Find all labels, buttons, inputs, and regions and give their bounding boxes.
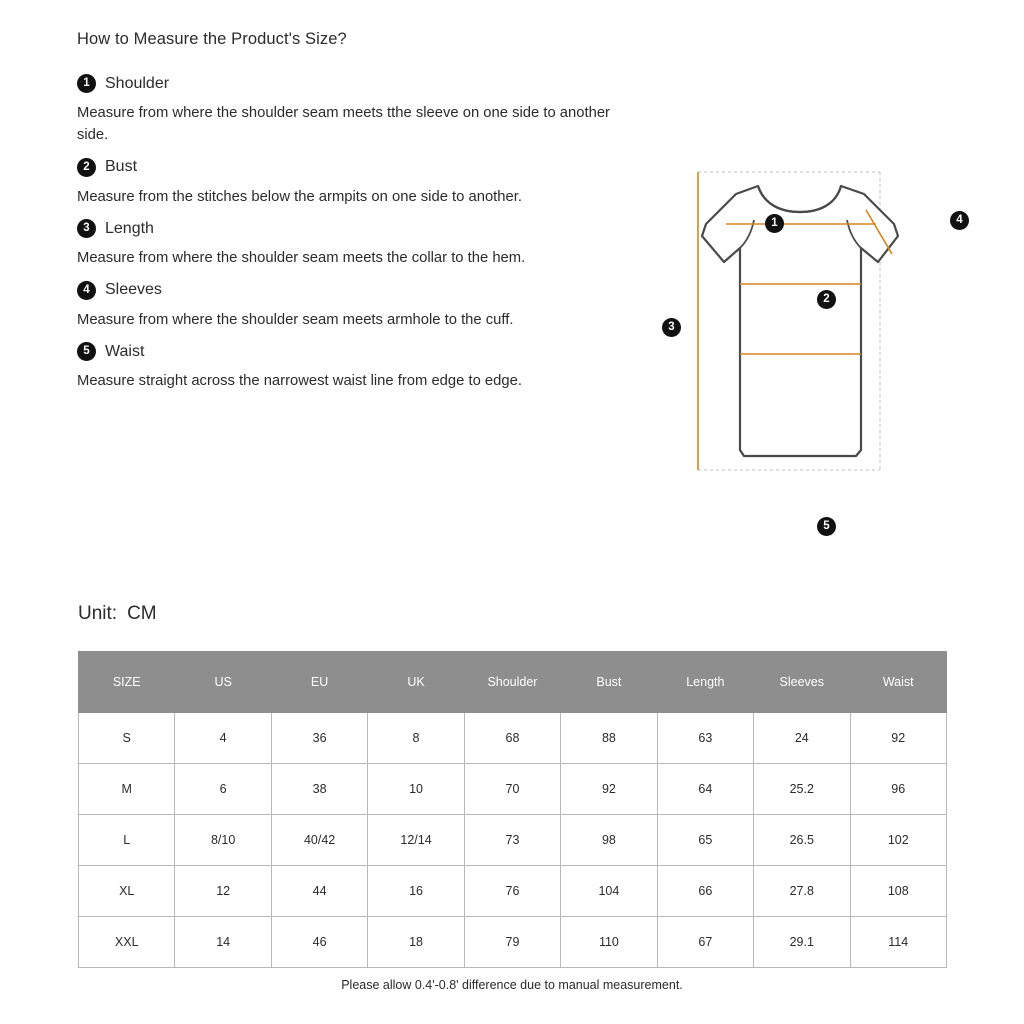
table-row [79,764,947,815]
instruction-item-waist [77,342,637,392]
cell-uk: 18 [368,917,464,968]
instruction-text: Measure straight across the narrowest waist line from edge to edge. [77,373,522,390]
cell-size: M [79,764,175,815]
table-row [79,917,947,968]
diagram-marker-1: 1 [765,214,784,233]
cell-length: 67 [657,917,753,968]
instruction-list [77,74,637,404]
cell-sleeves: 27.8 [754,866,850,917]
instruction-header [77,342,637,361]
table-header-row [79,652,947,713]
cell-waist: 92 [850,713,947,764]
diagram-marker-2: 2 [817,290,836,309]
cell-length: 65 [657,815,753,866]
cell-length: 63 [657,713,753,764]
instruction-label: Shoulder [105,74,170,92]
cell-uk: 10 [368,764,464,815]
number-badge-5: 5 [77,342,96,361]
number-badge-4: 4 [77,281,96,300]
column-header-eu: EU [271,652,367,713]
column-header-shoulder: Shoulder [464,652,560,713]
cell-us: 12 [175,866,271,917]
table-row [79,815,947,866]
size-chart-table [78,651,947,968]
diagram-marker-3: 3 [662,318,681,337]
cell-us: 6 [175,764,271,815]
cell-sleeves: 29.1 [754,917,850,968]
instruction-label: Sleeves [105,281,162,299]
unit-value: CM [127,603,157,624]
cell-shoulder: 70 [464,764,560,815]
table-body [79,713,947,968]
instruction-header [77,281,637,300]
cell-bust: 92 [561,764,657,815]
cell-bust: 104 [561,866,657,917]
number-badge-2: 2 [77,158,96,177]
instruction-header [77,158,637,177]
cell-bust: 98 [561,815,657,866]
instruction-label: Length [105,219,154,237]
column-header-size: SIZE [79,652,175,713]
instruction-item-sleeves [77,281,637,331]
cell-eu: 36 [271,713,367,764]
cell-bust: 110 [561,917,657,968]
instruction-item-shoulder [77,74,637,147]
cell-shoulder: 68 [464,713,560,764]
tshirt-svg [640,150,1000,500]
footnote: Please allow 0.4'-0.8' difference due to manual measurement. [341,978,683,992]
diagram-marker-4: 4 [950,211,969,230]
instruction-item-bust [77,158,637,208]
instruction-text: Measure from where the shoulder seam meets armhole to the cuff. [77,311,514,328]
cell-shoulder: 76 [464,866,560,917]
cell-eu: 44 [271,866,367,917]
cell-length: 64 [657,764,753,815]
cell-eu: 46 [271,917,367,968]
instruction-label: Bust [105,158,138,176]
cell-size: S [79,713,175,764]
cell-length: 66 [657,866,753,917]
cell-waist: 102 [850,815,947,866]
number-badge-3: 3 [77,219,96,238]
cell-waist: 108 [850,866,947,917]
column-header-length: Length [657,652,753,713]
cell-size: XXL [79,917,175,968]
column-header-sleeves: Sleeves [754,652,850,713]
instruction-text: Measure from where the shoulder seam meets the collar to the hem. [77,250,526,267]
instruction-text: Measure from where the shoulder seam meets tthe sleeve on one side to another side. [77,105,610,144]
instruction-item-length [77,219,637,269]
cell-us: 4 [175,713,271,764]
cell-uk: 16 [368,866,464,917]
cell-shoulder: 73 [464,815,560,866]
cell-size: L [79,815,175,866]
cell-sleeves: 26.5 [754,815,850,866]
page-title: How to Measure the Product's Size? [77,30,347,48]
tshirt-outline [702,186,898,456]
unit-line [78,603,157,625]
cell-size: XL [79,866,175,917]
instruction-header [77,74,637,93]
cell-waist: 114 [850,917,947,968]
cell-bust: 88 [561,713,657,764]
cell-uk: 12/14 [368,815,464,866]
instruction-label: Waist [105,342,145,360]
tshirt-diagram [640,150,1000,532]
column-header-waist: Waist [850,652,947,713]
cell-sleeves: 25.2 [754,764,850,815]
number-badge-1: 1 [77,74,96,93]
diagram-marker-5: 5 [817,517,836,536]
unit-label: Unit: [78,603,118,624]
column-header-bust: Bust [561,652,657,713]
column-header-us: US [175,652,271,713]
instruction-header [77,219,637,238]
cell-eu: 40/42 [271,815,367,866]
cell-us: 8/10 [175,815,271,866]
table-head [79,652,947,713]
cell-sleeves: 24 [754,713,850,764]
column-header-uk: UK [368,652,464,713]
cell-eu: 38 [271,764,367,815]
cell-waist: 96 [850,764,947,815]
cell-us: 14 [175,917,271,968]
table-row [79,866,947,917]
cell-shoulder: 79 [464,917,560,968]
table-row [79,713,947,764]
cell-uk: 8 [368,713,464,764]
instruction-text: Measure from the stitches below the armpits on one side to another. [77,188,522,205]
